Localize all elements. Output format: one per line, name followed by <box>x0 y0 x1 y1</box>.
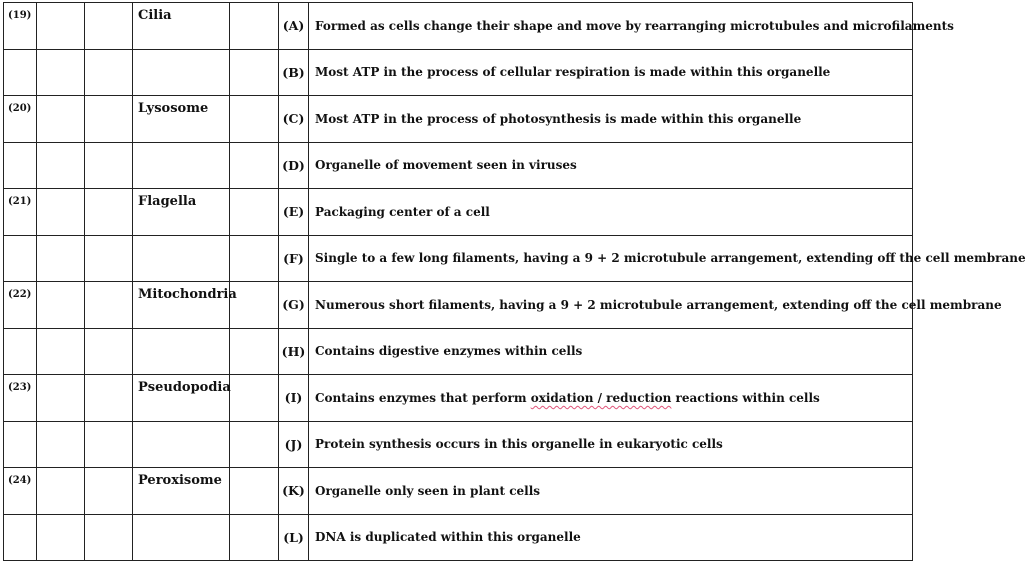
blank-cell <box>230 328 279 375</box>
table-row <box>4 96 913 143</box>
table-row <box>4 282 913 329</box>
answer-cell[interactable] <box>85 328 133 375</box>
choice-description: Organelle of movement seen in viruses <box>309 142 913 189</box>
organelle-term <box>133 142 230 189</box>
answer-cell[interactable] <box>85 142 133 189</box>
table-row <box>4 421 913 468</box>
organelle-term <box>133 514 230 561</box>
organelle-term: Lysosome <box>133 96 230 143</box>
organelle-term <box>133 49 230 96</box>
answer-cell[interactable] <box>37 514 85 561</box>
blank-cell <box>230 96 279 143</box>
table-row <box>4 3 913 50</box>
question-number <box>4 421 37 468</box>
question-number: (19) <box>4 3 37 50</box>
question-number: (24) <box>4 468 37 515</box>
answer-cell[interactable] <box>85 3 133 50</box>
answer-cell[interactable] <box>85 235 133 282</box>
choice-letter: (E) <box>279 189 309 236</box>
choice-letter: (L) <box>279 514 309 561</box>
answer-cell[interactable] <box>37 96 85 143</box>
question-number: (20) <box>4 96 37 143</box>
blank-cell <box>230 514 279 561</box>
choice-letter: (K) <box>279 468 309 515</box>
choice-description: Protein synthesis occurs in this organelle in eukaryotic cells <box>309 421 913 468</box>
choice-description: Packaging center of a cell <box>309 189 913 236</box>
answer-cell[interactable] <box>85 375 133 422</box>
blank-cell <box>230 468 279 515</box>
blank-cell <box>230 142 279 189</box>
organelle-term <box>133 421 230 468</box>
table-row <box>4 49 913 96</box>
answer-cell[interactable] <box>85 514 133 561</box>
organelle-term: Pseudopodia <box>133 375 230 422</box>
answer-cell[interactable] <box>85 421 133 468</box>
choice-letter: (H) <box>279 328 309 375</box>
table-row <box>4 375 913 422</box>
question-number <box>4 328 37 375</box>
blank-cell <box>230 421 279 468</box>
choice-letter: (C) <box>279 96 309 143</box>
table-row <box>4 189 913 236</box>
blank-cell <box>230 3 279 50</box>
answer-cell[interactable] <box>85 49 133 96</box>
question-number <box>4 49 37 96</box>
organelle-term <box>133 235 230 282</box>
answer-cell[interactable] <box>37 3 85 50</box>
answer-cell[interactable] <box>85 189 133 236</box>
question-number: (21) <box>4 189 37 236</box>
table-row <box>4 142 913 189</box>
answer-cell[interactable] <box>37 49 85 96</box>
choice-letter: (I) <box>279 375 309 422</box>
table-row <box>4 328 913 375</box>
organelle-term: Peroxisome <box>133 468 230 515</box>
choice-description: DNA is duplicated within this organelle <box>309 514 913 561</box>
blank-cell <box>230 49 279 96</box>
blank-cell <box>230 235 279 282</box>
choice-letter: (G) <box>279 282 309 329</box>
answer-cell[interactable] <box>85 96 133 143</box>
choice-letter: (F) <box>279 235 309 282</box>
answer-cell[interactable] <box>85 468 133 515</box>
answer-cell[interactable] <box>37 328 85 375</box>
matching-table <box>3 2 1026 561</box>
choice-description: Contains digestive enzymes within cells <box>309 328 913 375</box>
answer-cell[interactable] <box>37 189 85 236</box>
choice-description: Formed as cells change their shape and move by rearranging microtubules and microfilaments <box>309 3 913 50</box>
answer-cell[interactable] <box>85 282 133 329</box>
choice-letter: (B) <box>279 49 309 96</box>
blank-cell <box>230 189 279 236</box>
question-number <box>4 142 37 189</box>
question-number <box>4 235 37 282</box>
organelle-term: Mitochondria <box>133 282 230 329</box>
description-text: Contains enzymes that perform <box>315 390 531 405</box>
question-number: (23) <box>4 375 37 422</box>
organelle-term: Flagella <box>133 189 230 236</box>
choice-description: Numerous short filaments, having a 9 + 2 microtubule arrangement, extending off the cell membrane <box>309 282 913 329</box>
choice-description: Single to a few long filaments, having a 9 + 2 microtubule arrangement, extending off the cell membrane <box>309 235 913 282</box>
answer-cell[interactable] <box>37 375 85 422</box>
table-row <box>4 235 913 282</box>
question-number: (22) <box>4 282 37 329</box>
organelle-term: Cilia <box>133 3 230 50</box>
question-number <box>4 514 37 561</box>
table-row <box>4 468 913 515</box>
choice-letter: (J) <box>279 421 309 468</box>
spellcheck-flagged-text: oxidation / reduction <box>530 390 672 405</box>
description-text: reactions within cells <box>671 390 820 405</box>
table-row <box>4 514 913 561</box>
choice-description: Most ATP in the process of cellular respiration is made within this organelle <box>309 49 913 96</box>
answer-cell[interactable] <box>37 235 85 282</box>
answer-cell[interactable] <box>37 468 85 515</box>
choice-description <box>309 375 913 422</box>
choice-letter: (D) <box>279 142 309 189</box>
organelle-term <box>133 328 230 375</box>
choice-letter: (A) <box>279 3 309 50</box>
blank-cell <box>230 375 279 422</box>
choice-description: Most ATP in the process of photosynthesis is made within this organelle <box>309 96 913 143</box>
choice-description: Organelle only seen in plant cells <box>309 468 913 515</box>
answer-cell[interactable] <box>37 421 85 468</box>
answer-cell[interactable] <box>37 142 85 189</box>
answer-cell[interactable] <box>37 282 85 329</box>
